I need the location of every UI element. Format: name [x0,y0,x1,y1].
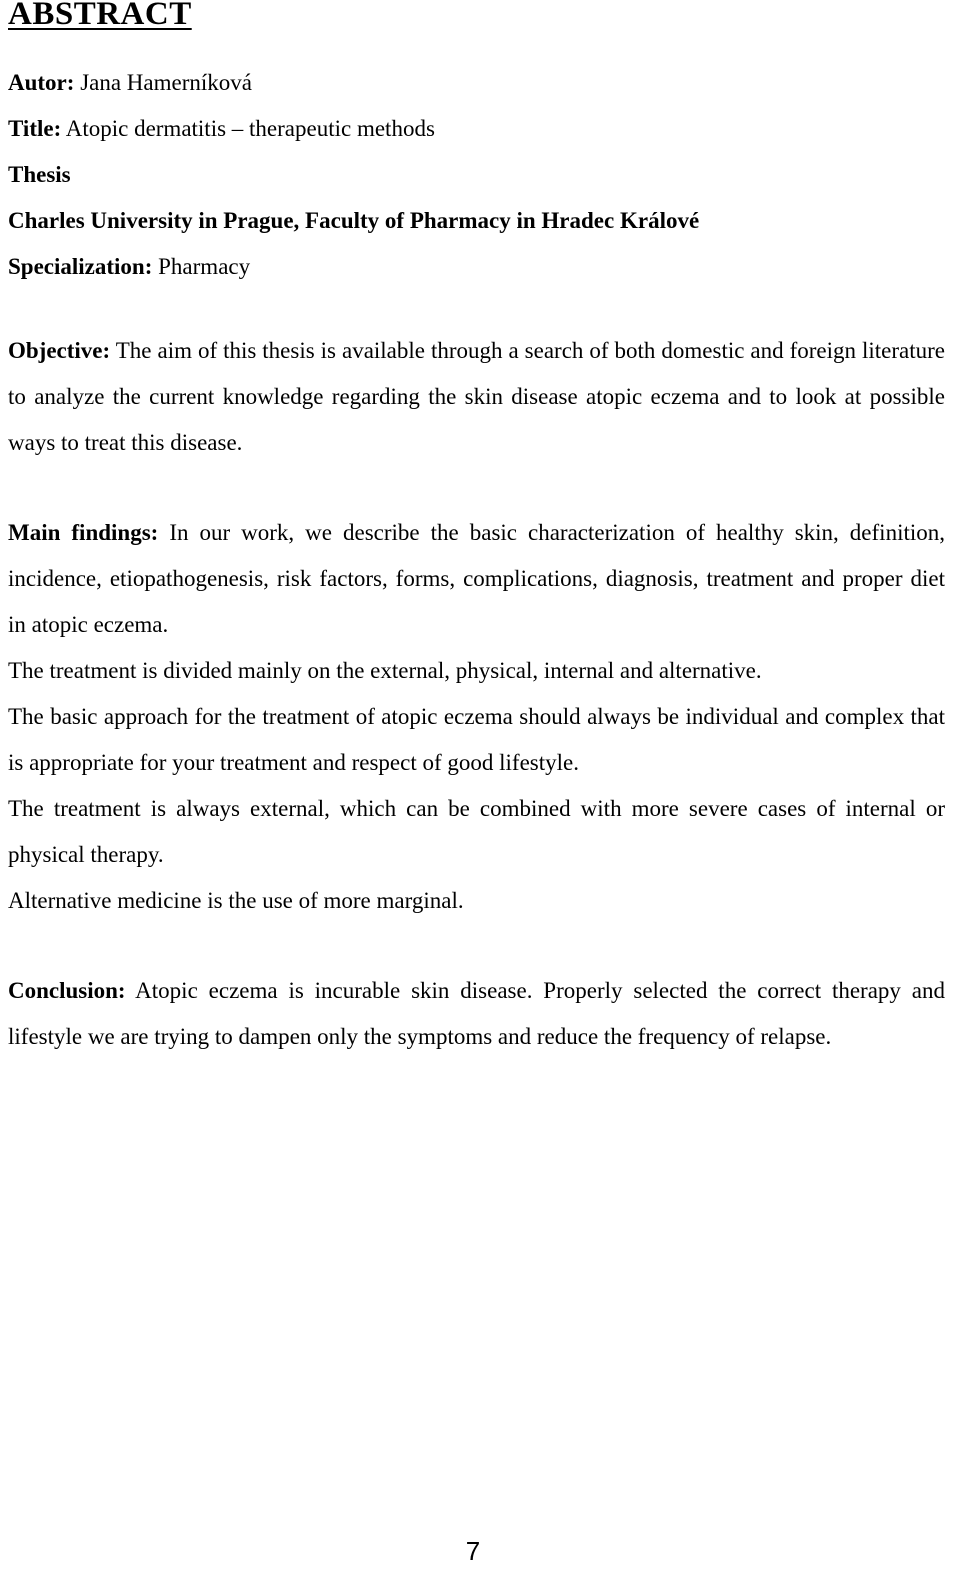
title-line [8,106,699,152]
objective-section [8,328,945,466]
title-label: Title: [8,116,62,141]
findings-paragraph-4: The treatment is always external, which can be combined with more severe cases of internal or physical therapy. [8,796,945,867]
findings-label: Main findings: [8,520,159,545]
title-value: Atopic dermatitis – therapeutic methods [61,116,435,141]
abstract-heading: ABSTRACT [8,0,192,32]
specialization-line [8,244,699,290]
findings-paragraph-5: Alternative medicine is the use of more marginal. [8,888,464,913]
objective-text: The aim of this thesis is available through a search of both domestic and foreign literature to analyze the current knowledge regarding the skin disease atopic eczema and to look at possible ways to treat this disease. [8,338,945,455]
thesis-metadata [8,60,699,290]
objective-label: Objective: [8,338,111,363]
specialization-label: Specialization: [8,254,153,279]
institution: Charles University in Prague, Faculty of Pharmacy in Hradec Králové [8,208,700,233]
main-findings-section [8,510,945,924]
conclusion-section [8,968,945,1060]
specialization-value: Pharmacy [152,254,251,279]
findings-text: In our work, we describe the basic characterization of healthy skin, definition, incidence, etiopathogenesis, risk factors, forms, complications, diagnosis, treatment and proper diet in atopic eczema. [8,520,945,637]
conclusion-label: Conclusion: [8,978,126,1003]
findings-paragraph-3: The basic approach for the treatment of atopic eczema should always be individual and complex that is appropriate for your treatment and respect of good lifestyle. [8,704,945,775]
page-number: 7 [465,1536,481,1566]
author-line [8,60,699,106]
conclusion-paragraph [8,968,945,1060]
author-label: Autor: [8,70,75,95]
findings-paragraph [8,510,945,648]
conclusion-text: Atopic eczema is incurable skin disease. Properly selected the correct therapy and lifestyle we are trying to dampen only the symptoms and reduce the frequency of relapse. [8,978,945,1049]
objective-paragraph [8,328,945,466]
thesis-type: Thesis [8,162,71,187]
author-value: Jana Hamerníková [74,70,252,95]
findings-paragraph-2: The treatment is divided mainly on the external, physical, internal and alternative. [8,658,762,683]
